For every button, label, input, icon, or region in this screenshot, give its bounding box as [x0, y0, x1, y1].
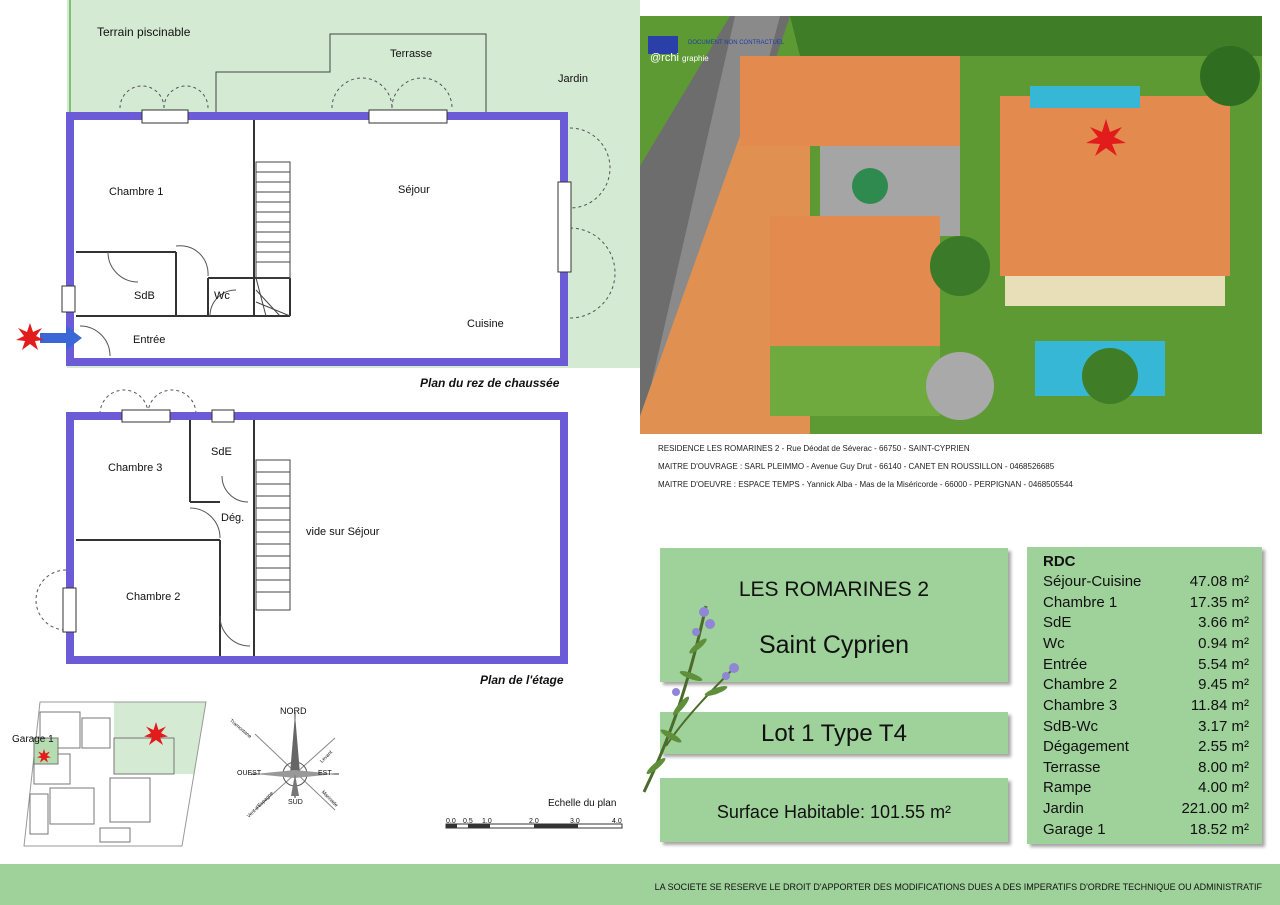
- compass-ne: Levant: [319, 749, 334, 765]
- watermark-line1: DOCUMENT NON CONTRACTUEL: [688, 40, 785, 46]
- project-info-owner: MAITRE D'OUVRAGE : SARL PLEIMMO - Avenue Guy Drut - 66140 - CANET EN ROUSSILLON - 0468526685: [658, 462, 1055, 471]
- project-name: LES ROMARINES 2: [738, 578, 930, 601]
- room-name: Jardin: [1043, 800, 1084, 817]
- scale-bar: [440, 796, 630, 836]
- room-name: Chambre 2: [1043, 676, 1118, 693]
- roof-lot1: [1000, 96, 1230, 276]
- room-name: Wc: [1043, 635, 1065, 652]
- room-area: 17.35 m²: [1189, 594, 1249, 611]
- room-area-table: [1027, 547, 1262, 844]
- label-landing: Dég.: [221, 512, 245, 524]
- room-row: [1043, 800, 1249, 820]
- scale-tick-2: 1.0: [482, 818, 492, 825]
- room-name: Entrée: [1043, 656, 1088, 673]
- scale-tick-4: 3.0: [570, 818, 580, 825]
- label-bedroom3: Chambre 3: [108, 462, 163, 474]
- room-row: [1043, 779, 1249, 799]
- compass-drawing: [225, 700, 365, 815]
- label-bedroom2: Chambre 2: [126, 591, 181, 603]
- room-row: [1043, 614, 1249, 634]
- room-row: [1043, 573, 1249, 593]
- scale-title: Echelle du plan: [548, 798, 617, 809]
- room-area: 8.00 m²: [1198, 759, 1249, 776]
- aerial-render: [640, 16, 1262, 434]
- lot-type: Lot 1 Type T4: [761, 720, 907, 747]
- scale-tick-5: 4.0: [612, 818, 622, 825]
- compass-east: EST: [318, 770, 332, 777]
- room-name: Chambre 1: [1043, 594, 1118, 611]
- footer-bar: [0, 864, 1280, 905]
- room-name: Rampe: [1043, 779, 1092, 796]
- label-wc: Wc: [214, 290, 230, 302]
- upper-floor-walls: [70, 416, 564, 660]
- label-bath: SdB: [134, 290, 155, 302]
- room-name: Terrasse: [1043, 759, 1101, 776]
- scale-tick-0: 0.0: [446, 818, 456, 825]
- compass-west: OUEST: [237, 770, 262, 777]
- room-area: 11.84 m²: [1190, 697, 1249, 714]
- room-row: [1043, 718, 1249, 738]
- surface-habitable: Surface Habitable: 101.55 m²: [716, 802, 952, 822]
- room-name: SdB-Wc: [1043, 718, 1099, 735]
- watermark-brand2: graphie: [682, 54, 709, 63]
- rosemary-illustration: [636, 596, 746, 796]
- scale-tick-3: 2.0: [529, 818, 539, 825]
- room-row: [1043, 594, 1249, 614]
- upper-floor-caption: Plan de l'étage: [480, 673, 564, 687]
- site-plan-drawing: [10, 698, 210, 850]
- room-name: SdE: [1043, 614, 1072, 631]
- project-city: Saint Cyprien: [758, 631, 910, 659]
- scale-tick-1: 0.5: [463, 818, 473, 825]
- room-area: 221.00 m²: [1181, 800, 1249, 817]
- label-garden: Jardin: [558, 73, 588, 85]
- upper-floor-plan: [0, 380, 640, 690]
- room-row: [1043, 759, 1249, 779]
- room-area: 18.52 m²: [1189, 821, 1249, 838]
- entrance-marker: [16, 323, 44, 350]
- compass-north: NORD: [280, 706, 307, 716]
- room-name: Garage 1: [1043, 821, 1106, 838]
- room-row: [1043, 676, 1249, 696]
- room-area: 3.66 m²: [1198, 614, 1249, 631]
- label-terrace: Terrasse: [390, 48, 433, 60]
- compass-rose: [225, 700, 365, 820]
- label-living: Séjour: [398, 184, 430, 196]
- room-table-header: RDC: [1043, 553, 1076, 570]
- compass-sw: Vent d'Espagne: [245, 790, 275, 820]
- label-garage: Garage 1: [12, 734, 54, 745]
- room-row: [1043, 738, 1249, 758]
- room-row: [1043, 697, 1249, 717]
- project-info-architect: MAITRE D'OEUVRE : ESPACE TEMPS - Yannick Alba - Mas de la Miséricorde - 66000 - PERPIGNAN - 0468505544: [658, 480, 1073, 489]
- compass-se: Marinade: [319, 789, 339, 809]
- room-area: 9.45 m²: [1198, 676, 1249, 693]
- room-area: 0.94 m²: [1198, 635, 1249, 652]
- label-shower: SdE: [211, 446, 232, 458]
- ground-floor-caption: Plan du rez de chaussée: [420, 376, 560, 390]
- room-row: [1043, 821, 1249, 841]
- compass-nw: Tramontane: [228, 718, 253, 740]
- room-row: [1043, 635, 1249, 655]
- label-kitchen: Cuisine: [467, 318, 504, 330]
- ground-floor-drawing: [0, 0, 640, 395]
- room-row: [1043, 656, 1249, 676]
- label-void: vide sur Séjour: [306, 526, 380, 538]
- label-pool-land: Terrain piscinable: [97, 25, 191, 39]
- compass-south: SUD: [288, 799, 303, 806]
- project-info-address: RESIDENCE LES ROMARINES 2 - Rue Déodat de Séverac - 66750 - SAINT-CYPRIEN: [658, 444, 970, 453]
- room-area: 4.00 m²: [1198, 779, 1249, 796]
- label-entry: Entrée: [133, 334, 166, 346]
- watermark-brand: @rchi: [650, 52, 679, 64]
- ground-floor-plan: [0, 0, 640, 395]
- room-area: 3.17 m²: [1198, 718, 1249, 735]
- room-area: 47.08 m²: [1189, 573, 1249, 590]
- render-drawing: [640, 16, 1262, 434]
- room-area: 5.54 m²: [1198, 656, 1249, 673]
- room-name: Séjour-Cuisine: [1043, 573, 1142, 590]
- room-area: 2.55 m²: [1198, 738, 1249, 755]
- site-plan: [10, 698, 210, 850]
- footer-disclaimer: LA SOCIETE SE RESERVE LE DROIT D'APPORTER DES MODIFICATIONS DUES A DES IMPERATIFS D'ORDRE TECHNIQUE OU ADMINISTRATIF: [654, 882, 1262, 892]
- room-name: Chambre 3: [1043, 697, 1118, 714]
- label-bedroom1: Chambre 1: [109, 186, 164, 198]
- room-name: Dégagement: [1043, 738, 1129, 755]
